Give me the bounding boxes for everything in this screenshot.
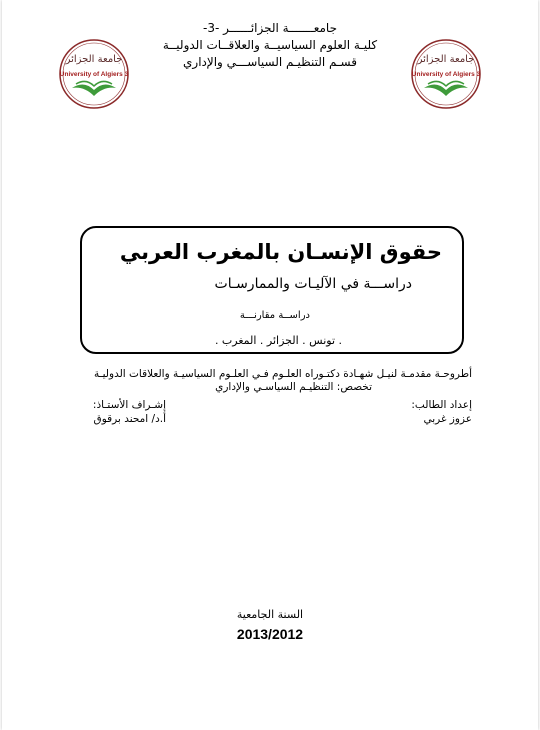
logo-arabic-text: جامعة الجزائر <box>65 54 123 65</box>
logo-english-text: University of Algiers 3 <box>59 71 129 78</box>
thesis-description: أطروحـة مقدمـة لنيـل شهـادة دكتـوراه العلـوم فـي العلـوم السياسيـة والعلاقات الدوليـة <box>93 368 472 380</box>
supervisor-label: إشـراف الأستـاذ: <box>92 399 166 411</box>
thesis-title: حقوق الإنسـان بالمغرب العربي <box>119 240 442 264</box>
supervisor-name: أ.د/ امحند برقوق <box>93 413 166 425</box>
countries-list: . تونس . الجزائر . المغرب . <box>214 334 342 347</box>
department-name: قسـم التنظيـم السياســـي والإداري <box>183 55 357 69</box>
university-logo-left <box>58 38 130 110</box>
thesis-subtitle: دراســـة في الآليـات والممارسـات <box>214 276 412 292</box>
faculty-name: كليـة العلوم السياسيــة والعلاقــات الدوليــة <box>162 38 378 52</box>
academic-year-label: السنة الجامعية <box>236 608 304 621</box>
logo-english-text: University of Algiers 3 <box>411 71 481 78</box>
title-box <box>80 226 464 354</box>
study-type: دراســة مقارنـــة <box>239 310 310 321</box>
student-name: عزوز غربي <box>423 413 472 425</box>
logo-arabic-text: جامعة الجزائر <box>417 54 475 65</box>
university-logo-right <box>410 38 482 110</box>
university-name: جامعـــــــة الجزائــــــر -3- <box>202 21 338 35</box>
prepared-by-label: إعداد الطالب: <box>411 399 472 411</box>
specialization: تخصص: التنظيـم السياسـي والإداري <box>215 381 372 393</box>
institution-header <box>140 20 400 71</box>
academic-year: 2013/2012 <box>236 626 304 642</box>
